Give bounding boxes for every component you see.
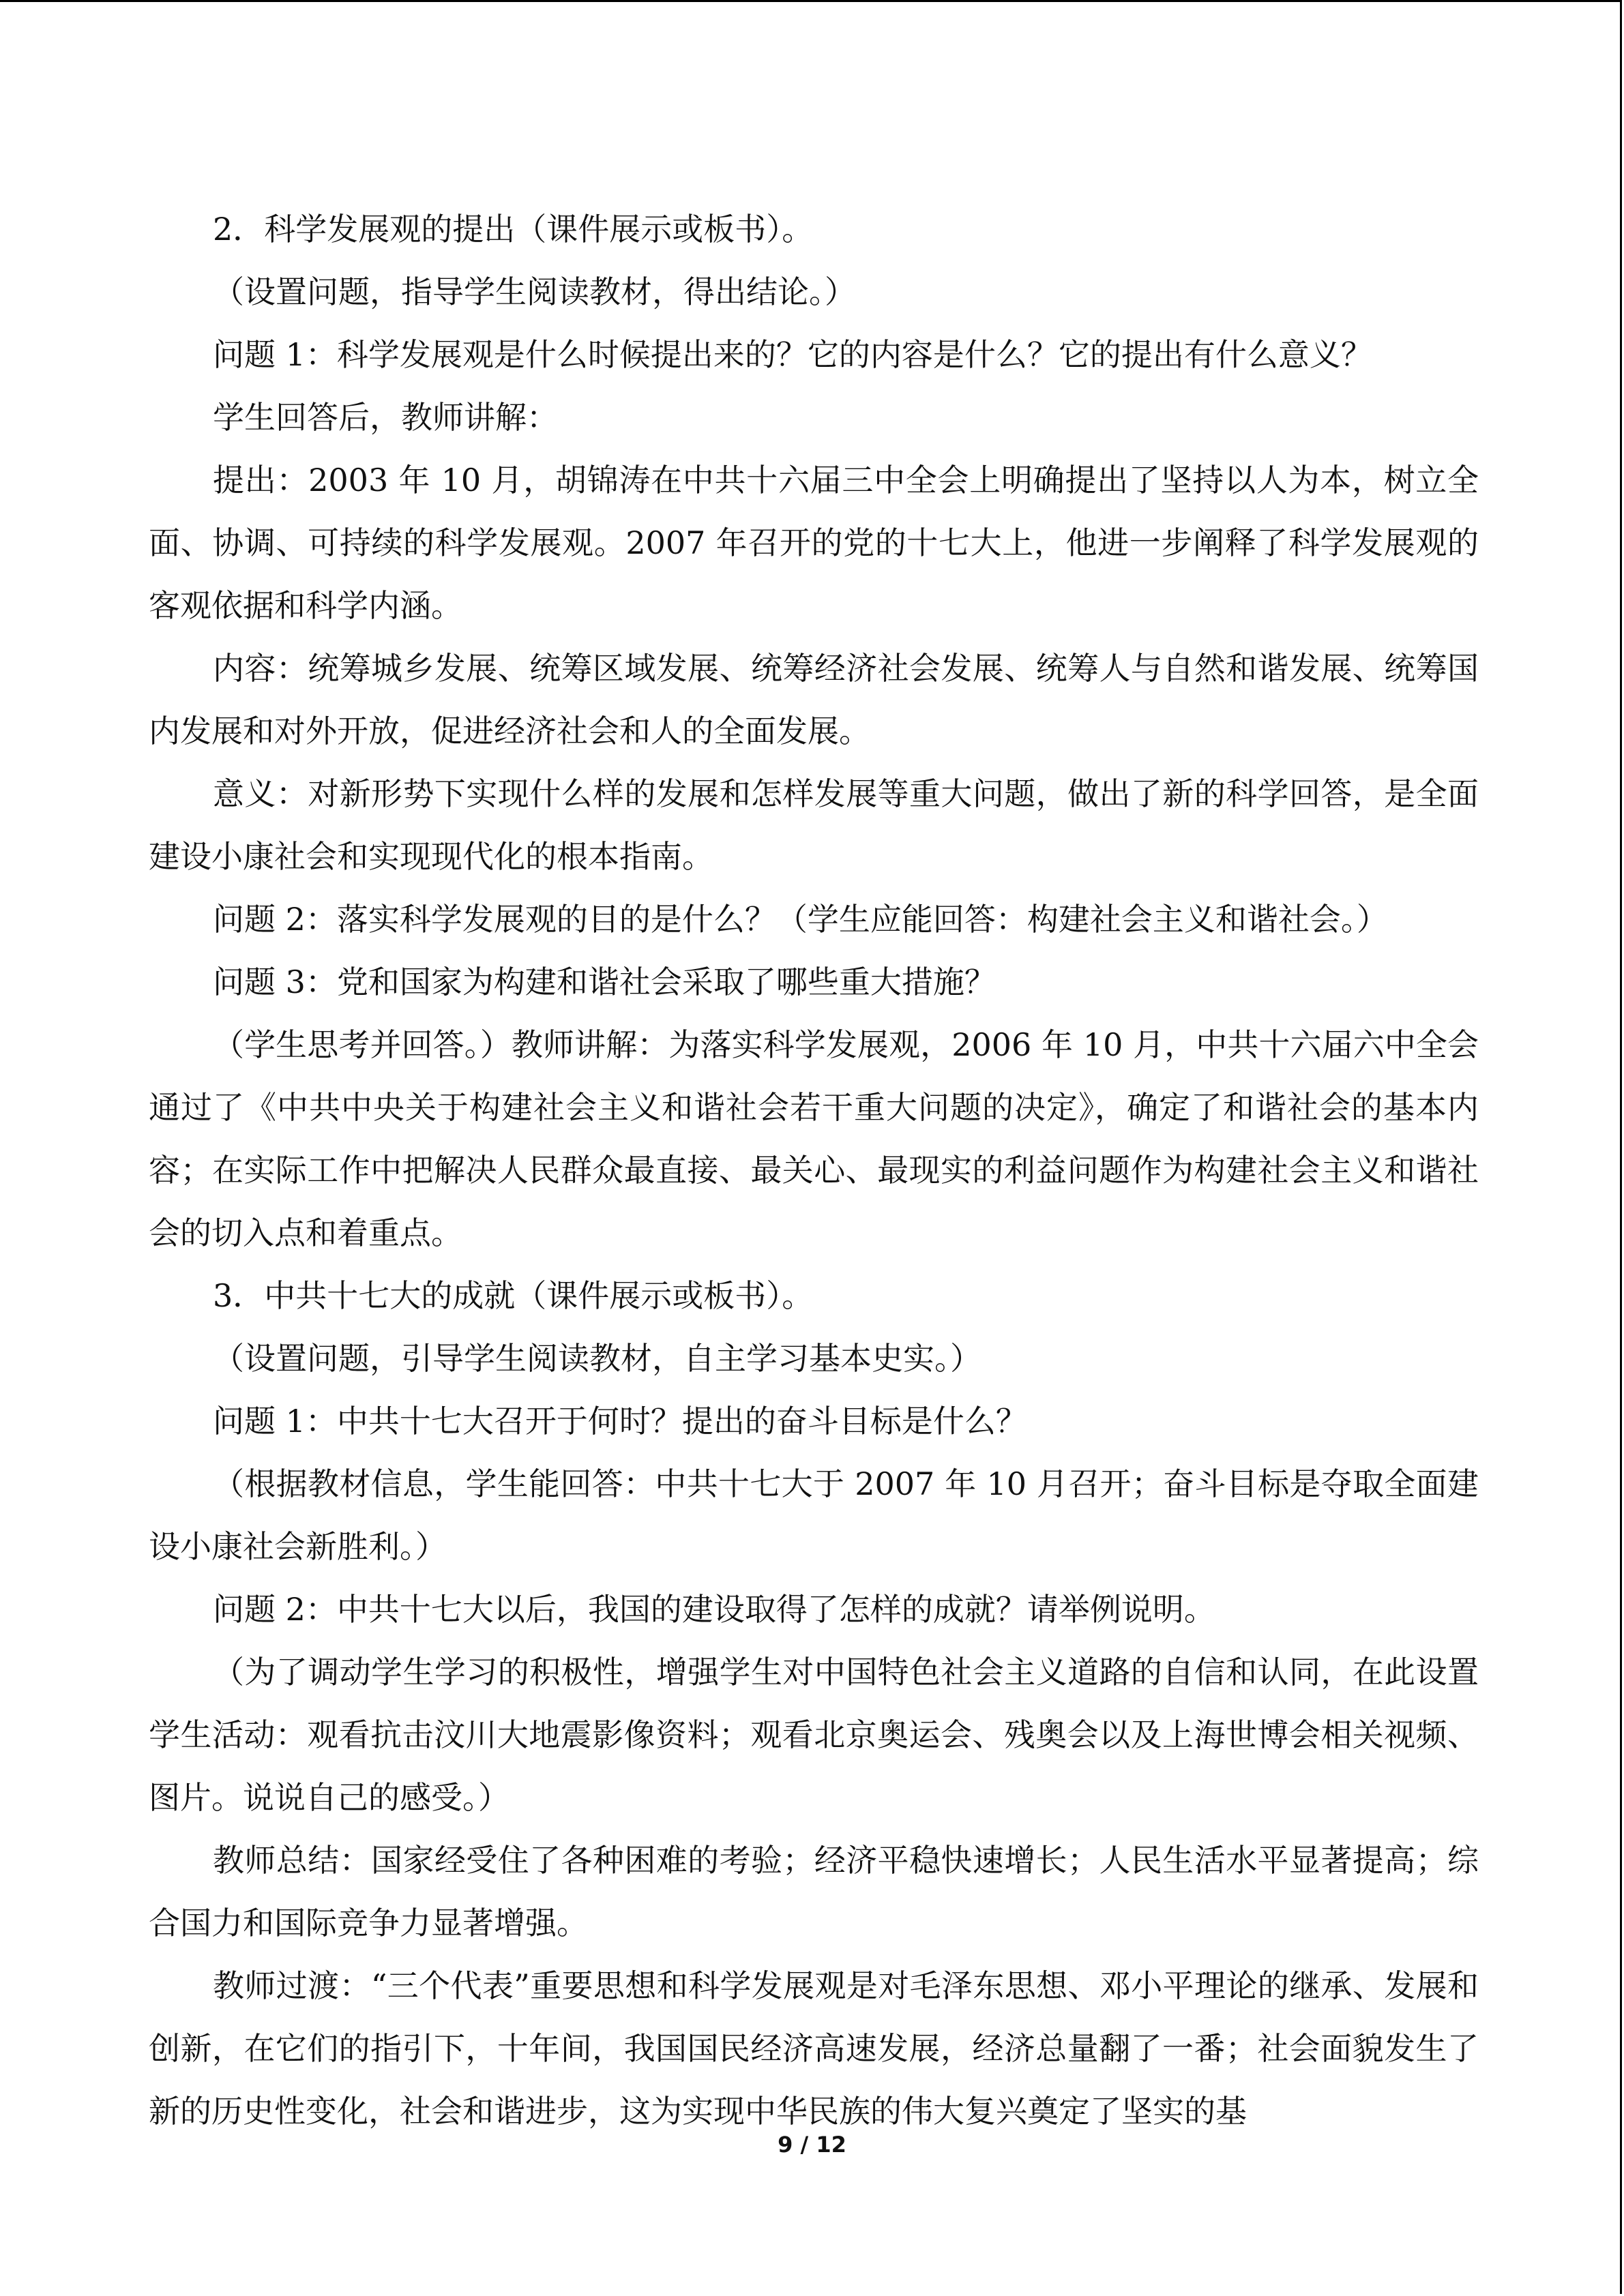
document-body (149, 198, 1479, 2143)
paragraph: 教师总结：国家经受住了各种困难的考验；经济平稳快速增长；人民生活水平显著提高；综合国力和国际竞争力显著增强。 (149, 1842, 1479, 1941)
paragraph: （为了调动学生学习的积极性，增强学生对中国特色社会主义道路的自信和认同，在此设置学生活动：观看抗击汶川大地震影像资料；观看北京奥运会、残奥会以及上海世博会相关视频、图片。说说自己的感受。） (149, 1654, 1479, 1816)
paragraph-section-2-heading: 2．科学发展观的提出（课件展示或板书）。 (213, 211, 814, 248)
paragraph: 问题 2：落实科学发展观的目的是什么？（学生应能回答：构建社会主义和谐社会。） (213, 901, 1388, 938)
paragraph: 教师过渡：“三个代表”重要思想和科学发展观是对毛泽东思想、邓小平理论的继承、发展和创新，在它们的指引下，十年间，我国国民经济高速发展，经济总量翻了一番；社会面貌发生了新的历史性变化，社会和谐进步，这为实现中华民族的伟大复兴奠定了坚实的基 (149, 1967, 1479, 2130)
paragraph-section-3-heading: 3．中共十七大的成就（课件展示或板书）。 (213, 1277, 814, 1314)
paragraph: （设置问题，指导学生阅读教材，得出结论。） (213, 273, 856, 310)
paragraph: 问题 3：党和国家为构建和谐社会采取了哪些重大措施？ (213, 964, 996, 1000)
paragraph: 提出：2003 年 10 月，胡锦涛在中共十六届三中全会上明确提出了坚持以人为本，树立全面、协调、可持续的科学发展观。2007 年召开的党的十七大上，他进一步阐释了科学发展观的客观依据和科学内涵。 (149, 462, 1479, 624)
paragraph: 问题 1：科学发展观是什么时候提出来的？它的内容是什么？它的提出有什么意义？ (213, 336, 1372, 373)
paragraph: 问题 2：中共十七大以后，我国的建设取得了怎样的成就？请举例说明。 (213, 1591, 1215, 1628)
paragraph: 内容：统筹城乡发展、统筹区域发展、统筹经济社会发展、统筹人与自然和谐发展、统筹国内发展和对外开放，促进经济社会和人的全面发展。 (149, 650, 1479, 749)
paragraph: 学生回答后，教师讲解： (213, 399, 558, 436)
paragraph: （学生思考并回答。）教师讲解：为落实科学发展观，2006 年 10 月，中共十六届六中全会通过了《中共中央关于构建社会主义和谐社会若干重大问题的决定》，确定了和谐社会的基本内容；在实际工作中把解决人民群众最直接、最关心、最现实的利益问题作为构建社会主义和谐社会的切入点和着重点。 (149, 1026, 1479, 1251)
paragraph: （设置问题，引导学生阅读教材，自主学习基本史实。） (213, 1340, 981, 1377)
paragraph: （根据教材信息，学生能回答：中共十七大于 2007 年 10 月召开；奋斗目标是夺取全面建设小康社会新胜利。） (149, 1465, 1479, 1565)
page-number: 9 / 12 (778, 2132, 846, 2158)
paragraph: 意义：对新形势下实现什么样的发展和怎样发展等重大问题，做出了新的科学回答，是全面建设小康社会和实现现代化的根本指南。 (149, 775, 1479, 875)
paragraph: 问题 1：中共十七大召开于何时？提出的奋斗目标是什么？ (213, 1403, 1027, 1440)
